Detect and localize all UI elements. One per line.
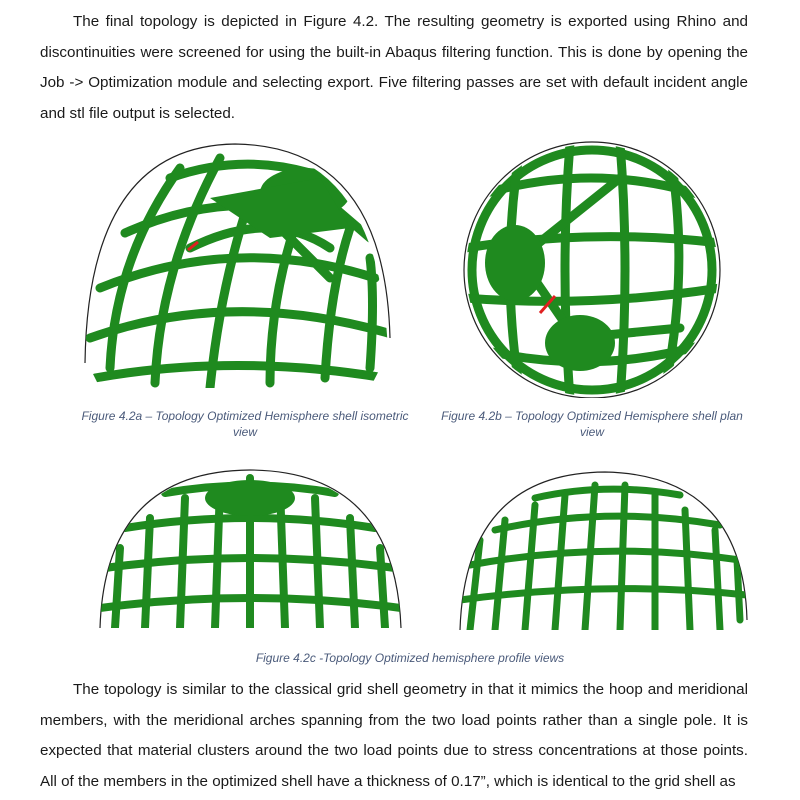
caption-fig-4-2a: Figure 4.2a – Topology Optimized Hemisphere shell isometric view xyxy=(81,409,409,439)
intro-paragraph: The final topology is depicted in Figure 4.2. The resulting geometry is exported using Rhino and discontinuities were screened for using the built-in Abaqus filtering function. This is done by opening the Job -> Optimization module and selecting export. Five filtering passes are set with default incident angle and stl file output is selected. xyxy=(40,13,748,122)
figure-4-2c-left xyxy=(95,468,405,633)
figure-4-2b xyxy=(460,138,725,398)
figure-4-2c-right xyxy=(455,470,750,635)
caption-fig-4-2c: Figure 4.2c -Topology Optimized hemisphere profile views xyxy=(255,651,565,665)
figure-4-2a xyxy=(70,138,400,393)
caption-fig-4-2b: Figure 4.2b – Topology Optimized Hemisphere shell plan view xyxy=(441,409,743,439)
topology-mesh xyxy=(90,158,388,388)
discussion-paragraph: The topology is similar to the classical grid shell geometry in that it mimics the hoop and meridional members, with the meridional arches spanning from the two load points rather than a single pole. It is expected that material clusters around the two load points due to stress concentrations at those points. All of the members in the optimized shell have a thickness of 0.17”, which is identical to the grid shell as xyxy=(40,681,748,790)
